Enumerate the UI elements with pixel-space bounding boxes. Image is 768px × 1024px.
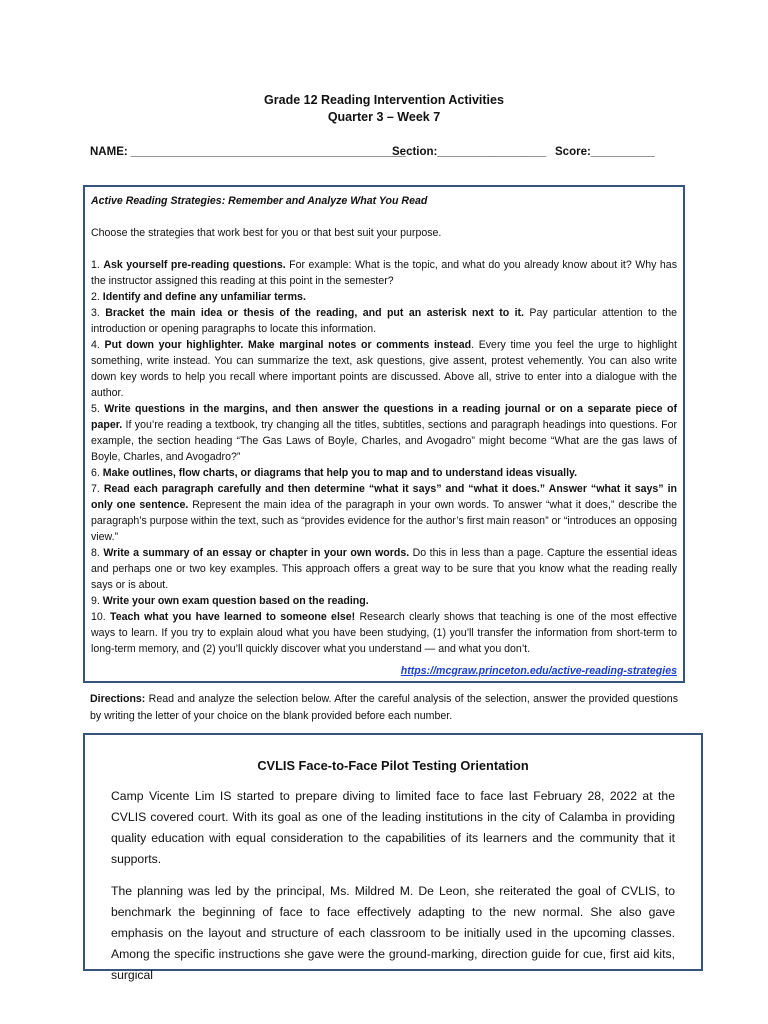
- document-title: Grade 12 Reading Intervention Activities: [264, 93, 504, 107]
- strategy-title: Put down your highlighter. Make marginal notes or comments instead: [104, 339, 472, 351]
- strategy-number: 5.: [91, 403, 100, 415]
- strategies-heading: Active Reading Strategies: Remember and Analyze What You Read: [91, 195, 428, 207]
- strategy-number: 7.: [91, 483, 100, 495]
- strategy-list: [91, 257, 677, 657]
- strategy-item: [91, 593, 677, 609]
- selection-paragraph: The planning was led by the principal, Ms. Mildred M. De Leon, she reiterated the goal of CVLIS, to benchmark the beginning of face to face effectively adapting to the new normal. She also gave emphasis on the layout and structure of each classroom to be initially used in the upcoming classes. Among the specific instructions she gave were the ground-marking, direction guide for cue, first aid kits, surgical: [111, 884, 675, 982]
- strategy-number: 3.: [91, 307, 100, 319]
- source-link[interactable]: https://mcgraw.princeton.edu/active-reading-strategies: [400, 665, 677, 677]
- strategy-item: [91, 609, 677, 657]
- strategy-item: [91, 545, 677, 593]
- score-field[interactable]: Score:__________: [555, 146, 655, 158]
- selection-box: [83, 733, 703, 982]
- strategy-title: Teach what you have learned to someone else!: [110, 611, 356, 623]
- strategies-intro: Choose the strategies that work best for you or that best suit your purpose.: [91, 227, 442, 239]
- selection-title: CVLIS Face-to-Face Pilot Testing Orientation: [257, 758, 529, 773]
- strategy-title: Ask yourself pre-reading questions.: [103, 259, 286, 271]
- strategy-item: [91, 481, 677, 545]
- strategy-title: Make outlines, flow charts, or diagrams that help you to map and to understand ideas visually.: [102, 467, 578, 479]
- name-field[interactable]: NAME: ___________________________________________: [90, 146, 406, 158]
- strategy-number: 9.: [91, 595, 100, 607]
- strategy-text: Represent the main idea of the paragraph in your own words. To answer “what it does,” describe the paragraph’s purpose within the text, such as “provides evidence for the author’s first main reason” or “introduces an opposing view.”: [91, 499, 678, 543]
- strategy-item: [91, 465, 677, 481]
- strategy-title: Write a summary of an essay or chapter in your own words.: [103, 547, 410, 559]
- strategy-text: Research clearly shows that teaching is one of the most effective ways to learn. If you try to explain aloud what you have been studying, (1) you’ll transfer the information from short-term to long-term memory, and (2) you’ll quickly discover what you understand — and what you don’t.: [91, 611, 677, 655]
- directions: [90, 691, 678, 725]
- directions-text: Read and analyze the selection below. After the careful analysis of the selection, answer the provided questions by writing the letter of your choice on the blank provided before each number.: [90, 693, 678, 722]
- strategy-title: Bracket the main idea or thesis of the reading, and put an asterisk next to it.: [105, 307, 524, 319]
- selection-paragraph: Camp Vicente Lim IS started to prepare diving to limited face to face last February 28, 2022 at the CVLIS covered court. With its goal as one of the leading institutions in the city of Calamba in providing quality education with equal consideration to the capabilities of its learners and the community that it supports.: [111, 789, 675, 866]
- strategy-text: For example: What is the topic, and what do you already know about it? Why has the instructor assigned this reading at this point in the semester?: [91, 259, 677, 287]
- strategy-title: Read each paragraph carefully and then determine “what it says” and “what it does.” Answer “what it says” in only one sentence.: [91, 483, 677, 511]
- strategy-item: [91, 257, 677, 289]
- strategy-number: 8.: [91, 547, 100, 559]
- strategy-number: 6.: [91, 467, 100, 479]
- strategies-box: [83, 185, 685, 683]
- directions-label: Directions:: [90, 693, 146, 705]
- section-field[interactable]: Section:_________________: [392, 146, 547, 158]
- strategy-number: 2.: [91, 291, 100, 303]
- strategy-item: [91, 337, 677, 401]
- document-subtitle: Quarter 3 – Week 7: [327, 110, 441, 124]
- source-link-row: [91, 663, 677, 679]
- strategy-text: . Every time you feel the urge to highlight something, write instead. You can summarize the text, ask questions, give assent, protest vehemently. You can also write down key words to help you recall where important points are discussed. Above all, strive to enter into a dialogue with the author.: [91, 339, 677, 399]
- strategy-text: Do this in less than a page. Capture the essential ideas and perhaps one or two key examples. This approach offers a great way to be sure that you know what the reading really says or is about.: [91, 547, 678, 591]
- strategy-item: [91, 305, 677, 337]
- strategy-item: [91, 289, 677, 305]
- strategy-number: 1.: [91, 259, 100, 271]
- strategy-title: Write questions in the margins, and then answer the questions in a reading journal or on a separate piece of paper.: [91, 403, 678, 431]
- strategy-title: Identify and define any unfamiliar terms.: [102, 291, 306, 303]
- page-header: [0, 92, 768, 126]
- strategy-title: Write your own exam question based on the reading.: [102, 595, 369, 607]
- strategy-item: [91, 401, 677, 465]
- strategy-number: 4.: [91, 339, 100, 351]
- strategy-text: If you’re reading a textbook, try changing all the titles, subtitles, sections and paragraph headings into questions. For example, the section heading “The Gas Laws of Boyle, Charles, and Avogadro” might become “What are the gas laws of Boyle, Charles, and Avogadro?”: [91, 419, 677, 463]
- strategy-number: 10.: [91, 611, 106, 623]
- strategy-text: Pay particular attention to the introduction or opening paragraphs to locate this information.: [91, 307, 677, 335]
